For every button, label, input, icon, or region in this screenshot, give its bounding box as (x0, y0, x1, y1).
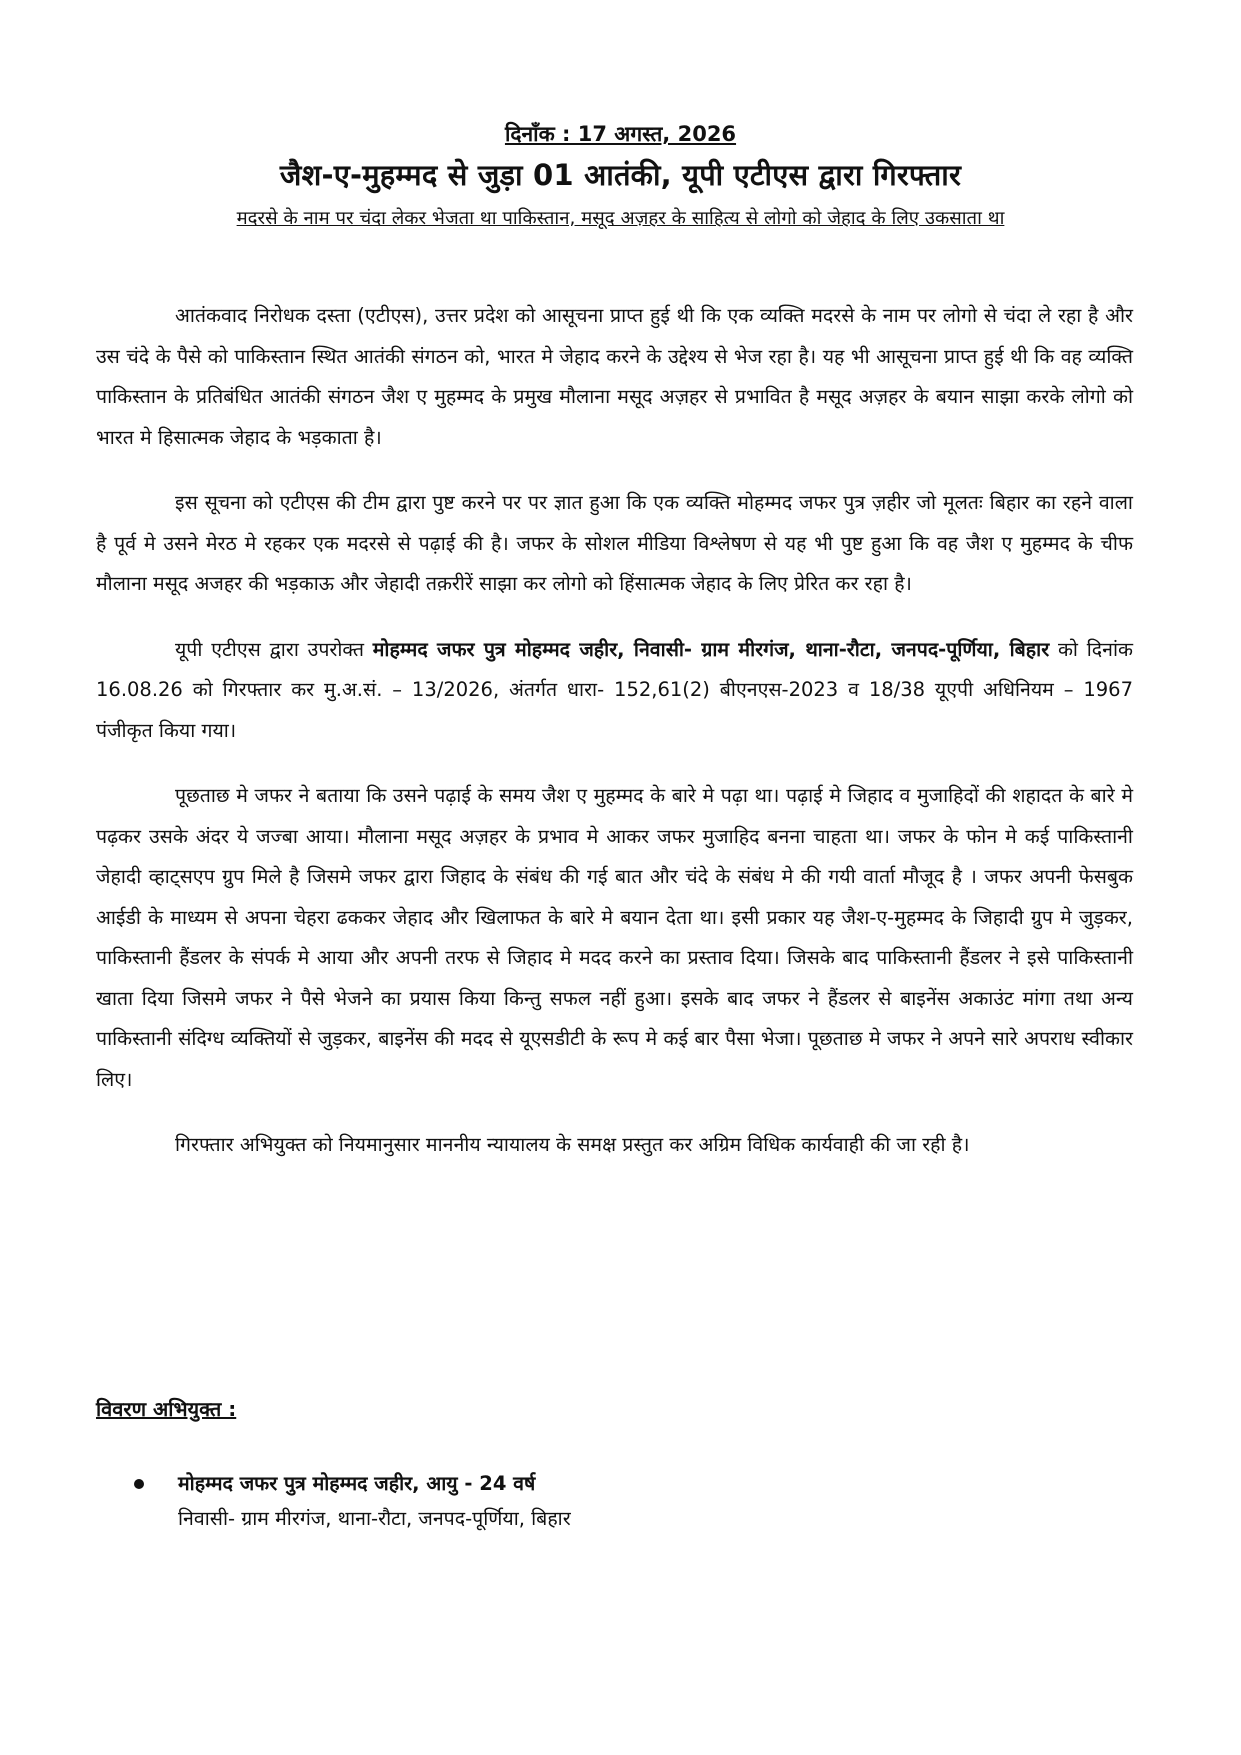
paragraph-1: आतंकवाद निरोधक दस्ता (एटीएस), उत्तर प्रदेश को आसूचना प्राप्त हुई थी कि एक व्यक्ति मदरसे के नाम पर लोगो से चंदा ले रहा है और उस चंदे के पैसे को पाकिस्तान स्थित आतंकी संगठन को, भारत मे जेहाद करने के उद्देश्य से भेज रहा है। यह भी आसूचना प्राप्त हुई थी कि वह व्यक्ति पाकिस्तान के प्रतिबंधित आतंकी संगठन जैश ए मुहम्मद के प्रमुख मौलाना मसूद अज़हर से प्रभावित है मसूद अज़हर के बयान साझा करके लोगो को भारत मे हिसात्मक जेहाद के भड़काता है। (96, 304, 1133, 449)
accused-address: निवासी- ग्राम मीरगंज, थाना-रौटा, जनपद-पूर्णिया, बिहार (178, 1507, 571, 1530)
accused-details-heading: विवरण अभियुक्त : (96, 1397, 237, 1421)
accused-list-item (134, 1466, 1034, 1536)
date-line: दिनाँक : 17 अगस्त, 2026 (504, 122, 737, 146)
paragraph-4: पूछताछ मे जफर ने बताया कि उसने पढ़ाई के समय जैश ए मुहम्मद के बारे मे पढ़ा था। पढ़ाई मे जिहाद व मुजाहिदों की शहादत के बारे मे पढ़कर उसके अंदर ये जज्बा आया। मौलाना मसूद अज़हर के प्रभाव मे आकर जफर मुजाहिद बनना चाहता था। जफर के फोन मे कई पाकिस्तानी जेहादी व्हाट्सएप ग्रुप मिले है जिसमे जफर द्वारा जिहाद के संबंध की गई बात और चंदे के संबंध मे की गयी वार्ता मौजूद है । जफर अपनी फेसबुक आईडी के माध्यम से अपना चेहरा ढककर जेहाद और खिलाफत के बारे मे बयान देता था। इसी प्रकार यह जैश-ए-मुहम्मद के जिहादी ग्रुप मे जुड़कर, पाकिस्तानी हैंडलर के संपर्क मे आया और अपनी तरफ से जिहाद मे मदद करने का प्रस्ताव दिया। जिसके बाद पाकिस्तानी हैंडलर ने इसे पाकिस्तानी खाता दिया जिसमे जफर ने पैसे भेजने का प्रयास किया किन्तु सफल नहीं हुआ। इसके बाद जफर ने हैंडलर से बाइनेंस अकाउंट मांगा तथा अन्य पाकिस्तानी संदिग्ध व्यक्तियों से जुड़कर, बाइनेंस की मदद से यूएसडीटी के रूप मे कई बार पैसा भेजा। पूछताछ मे जफर ने अपने सारे अपराध स्वीकार लिए। (96, 784, 1133, 1091)
accused-name: मोहम्मद जफर पुत्र मोहम्मद जहीर, आयु - 24 वर्ष (178, 1472, 536, 1495)
paragraph-5: गिरफ्तार अभियुक्त को नियमानुसार माननीय न्यायालय के समक्ष प्रस्तुत कर अग्रिम विधिक कार्यवाही की जा रही है। (175, 1133, 970, 1156)
paragraph-3 (96, 630, 1133, 752)
accused-details (178, 1466, 1034, 1536)
paragraph-3-rest: को दिनांक 16.08.26 को गिरफ्तार कर मु.अ.सं. – 13/2026, अंतर्गत धारा- 152,61(2) बीएनएस-2023 व 18/38 यूएपी अधिनियम – 1967 पंजीकृत किया गया। (96, 637, 1133, 742)
subheadline: मदरसे के नाम पर चंदा लेकर भेजता था पाकिस्तान, मसूद अज़हर के साहित्य से लोगो को जेहाद के लिए उकसाता था (236, 208, 1005, 229)
body-text (96, 296, 1133, 1191)
bullet-icon (134, 1479, 144, 1489)
headline: जैश-ए-मुहम्मद से जुड़ा 01 आतंकी, यूपी एटीएस द्वारा गिरफ्तार (279, 158, 962, 192)
accused-identity-bold: मोहम्मद जफर पुत्र मोहम्मद जहीर, निवासी- ग्राम मीरगंज, थाना-रौटा, जनपद-पूर्णिया, बिहार (372, 637, 1050, 661)
paragraph-2: इस सूचना को एटीएस की टीम द्वारा पुष्ट करने पर पर ज्ञात हुआ कि एक व्यक्ति मोहम्मद जफर पुत्र ज़हीर जो मूलतः बिहार का रहने वाला है पूर्व मे उसने मेरठ मे रहकर एक मदरसे से पढ़ाई की है। जफर के सोशल मीडिया विश्लेषण से यह भी पुष्ट हुआ कि वह जैश ए मुहम्मद के चीफ मौलाना मसूद अजहर की भड़काऊ और जेहादी तक़रीरें साझा कर लोगो को हिंसात्मक जेहाद के लिए प्रेरित कर रहा है। (96, 491, 1133, 595)
paragraph-3-intro: यूपी एटीएस द्वारा उपरोक्त (175, 637, 373, 661)
